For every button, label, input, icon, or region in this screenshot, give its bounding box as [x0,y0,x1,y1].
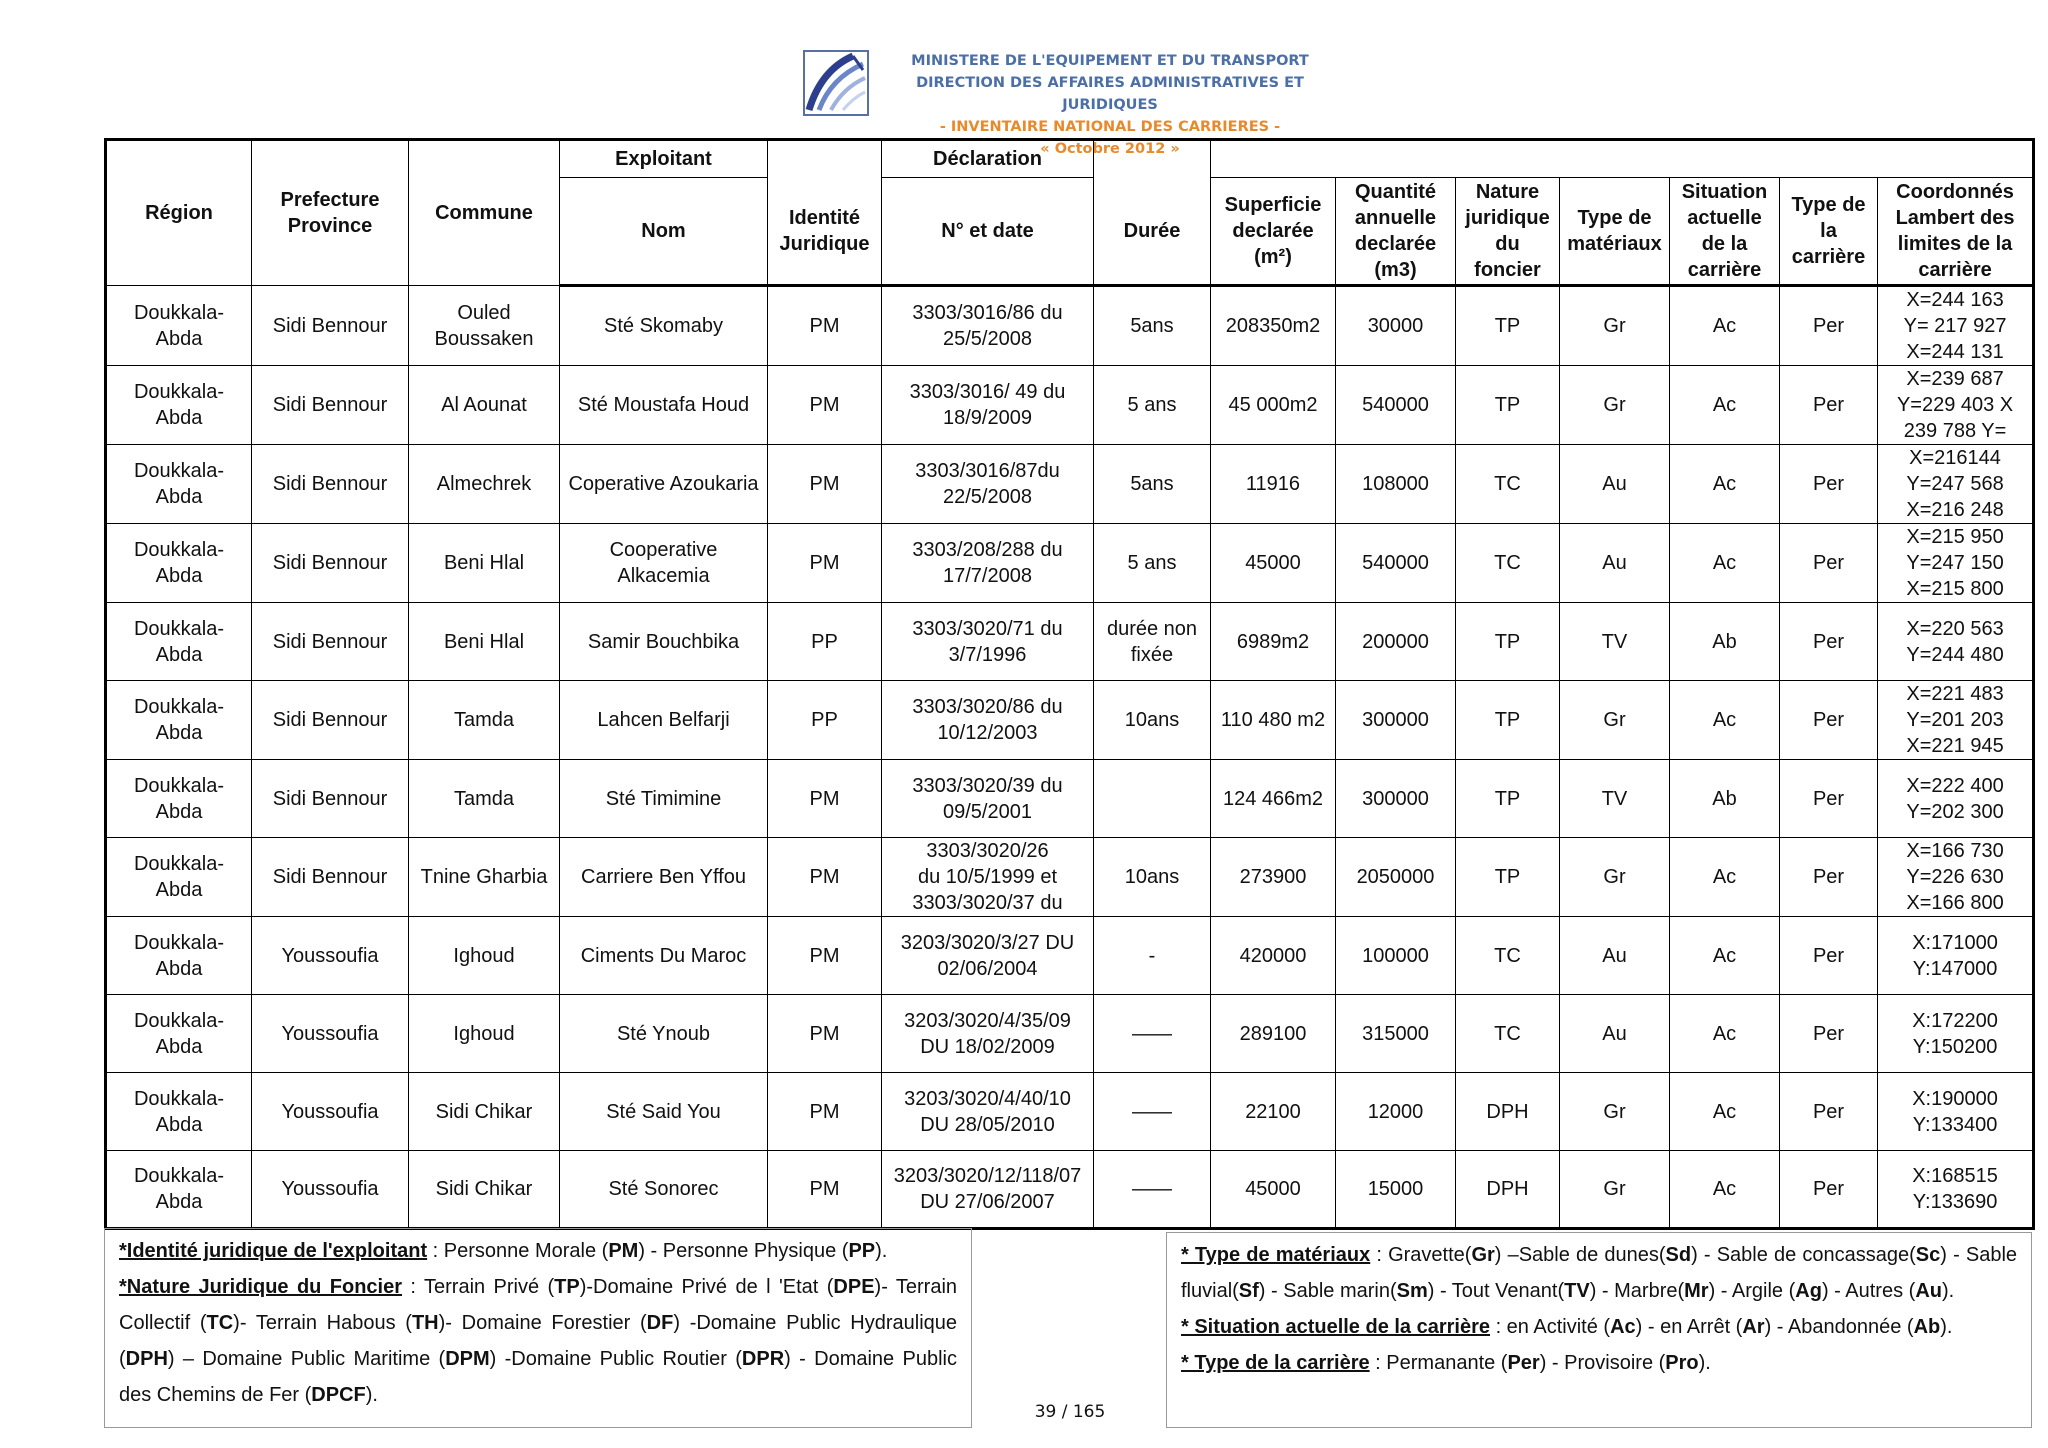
cell-superficie: 289100 [1211,995,1336,1073]
cell-declaration-numero: 3203/3020/12/118/07 DU 27/06/2007 [882,1151,1094,1229]
cell-type-materiaux: Au [1560,917,1670,995]
cell-commune: Beni Hlal [409,524,560,603]
cell-region: Doukkala- Abda [106,1151,252,1229]
cell-coordonnees: X=220 563 Y=244 480 [1878,603,2034,681]
table-row [106,681,2034,760]
cell-declaration-numero: 3303/208/288 du 17/7/2008 [882,524,1094,603]
cell-duree [1094,760,1211,838]
cell-type-carriere: Per [1780,995,1878,1073]
cell-situation: Ac [1670,286,1780,366]
col-header-superficie: Superficie declarée (m²) [1211,178,1336,286]
cell-declaration-numero: 3303/3016/ 49 du 18/9/2009 [882,366,1094,445]
table-row [106,760,2034,838]
cell-identite-juridique: PP [768,681,882,760]
col-header-nom: Nom [560,178,768,286]
cell-identite-juridique: PM [768,1151,882,1229]
cell-type-carriere: Per [1780,1151,1878,1229]
cell-type-carriere: Per [1780,445,1878,524]
table-row [106,524,2034,603]
group-header-spacer-1 [768,140,882,178]
cell-type-materiaux: TV [1560,603,1670,681]
cell-duree: 10ans [1094,838,1211,917]
cell-quantite: 300000 [1336,760,1456,838]
cell-type-carriere: Per [1780,366,1878,445]
cell-region: Doukkala- Abda [106,445,252,524]
cell-coordonnees: X=166 730 Y=226 630 X=166 800 [1878,838,2034,917]
cell-declaration-numero: 3203/3020/4/35/09 DU 18/02/2009 [882,995,1094,1073]
legend-identite: *Identité juridique de l'exploitant : Personne Morale (PM) - Personne Physique (PP). [119,1240,888,1262]
cell-commune: Tnine Gharbia [409,838,560,917]
cell-identite-juridique: PM [768,917,882,995]
cell-declaration-numero: 3303/3020/86 du 10/12/2003 [882,681,1094,760]
cell-superficie: 45000 [1211,524,1336,603]
table-group-header-row [106,140,2034,178]
cell-situation: Ab [1670,603,1780,681]
cell-superficie: 22100 [1211,1073,1336,1151]
cell-coordonnees: X=244 163 Y= 217 927 X=244 131 [1878,286,2034,366]
cell-type-carriere: Per [1780,286,1878,366]
cell-situation: Ab [1670,760,1780,838]
cell-nature-foncier: TC [1456,445,1560,524]
col-header-commune: Commune [409,140,560,286]
cell-superficie: 124 466m2 [1211,760,1336,838]
cell-identite-juridique: PM [768,524,882,603]
cell-exploitant-nom: Coperative Azoukaria [560,445,768,524]
cell-nature-foncier: DPH [1456,1151,1560,1229]
legend-situation: * Situation actuelle de la carrière : en Activité (Ac) - en Arrêt (Ar) - Abandonnée (Ab). [1181,1316,1953,1338]
cell-coordonnees: X=221 483 Y=201 203 X=221 945 [1878,681,2034,760]
cell-identite-juridique: PM [768,366,882,445]
cell-exploitant-nom: Ciments Du Maroc [560,917,768,995]
legend-left [104,1228,972,1428]
cell-declaration-numero: 3303/3016/86 du 25/5/2008 [882,286,1094,366]
ministry-name: MINISTERE DE L'EQUIPEMENT ET DU TRANSPORT [911,53,1309,69]
cell-duree: —— [1094,1151,1211,1229]
cell-type-materiaux: Gr [1560,1073,1670,1151]
cell-region: Doukkala- Abda [106,681,252,760]
cell-exploitant-nom: Sté Timimine [560,760,768,838]
cell-duree: 10ans [1094,681,1211,760]
cell-prefecture: Youssoufia [252,1151,409,1229]
cell-type-carriere: Per [1780,917,1878,995]
cell-superficie: 110 480 m2 [1211,681,1336,760]
cell-duree: 5 ans [1094,524,1211,603]
legend-type-materiaux: * Type de matériaux : Gravette(Gr) –Sable de dunes(Sd) - Sable de concassage(Sc) - Sable fluvial(Sf) - Sable marin(Sm) - Tout Venant(TV) - Marbre(Mr) - Argile (Ag) - Autres (Au). [1181,1244,2018,1302]
cell-region: Doukkala- Abda [106,366,252,445]
col-header-type-carriere: Type de la carrière [1780,178,1878,286]
cell-nature-foncier: DPH [1456,1073,1560,1151]
cell-prefecture: Sidi Bennour [252,760,409,838]
cell-quantite: 108000 [1336,445,1456,524]
cell-duree: 5 ans [1094,366,1211,445]
cell-prefecture: Sidi Bennour [252,286,409,366]
table-row [106,1151,2034,1229]
cell-coordonnees: X=222 400 Y=202 300 [1878,760,2034,838]
cell-type-carriere: Per [1780,681,1878,760]
cell-exploitant-nom: Sté Sonorec [560,1151,768,1229]
cell-quantite: 540000 [1336,366,1456,445]
cell-type-materiaux: Gr [1560,838,1670,917]
cell-nature-foncier: TP [1456,681,1560,760]
cell-declaration-numero: 3203/3020/4/40/10 DU 28/05/2010 [882,1073,1094,1151]
cell-commune: Tamda [409,681,560,760]
page-header [0,46,2048,157]
cell-duree: —— [1094,1073,1211,1151]
col-header-type-materiaux: Type de matériaux [1560,178,1670,286]
legend-right [1166,1232,2032,1428]
cell-exploitant-nom: Samir Bouchbika [560,603,768,681]
cell-region: Doukkala- Abda [106,995,252,1073]
cell-exploitant-nom: Carriere Ben Yffou [560,838,768,917]
cell-quantite: 15000 [1336,1151,1456,1229]
cell-nature-foncier: TP [1456,603,1560,681]
cell-type-materiaux: Gr [1560,366,1670,445]
table-row [106,1073,2034,1151]
cell-region: Doukkala- Abda [106,603,252,681]
cell-quantite: 540000 [1336,524,1456,603]
cell-coordonnees: X=216144 Y=247 568 X=216 248 [1878,445,2034,524]
cell-situation: Ac [1670,366,1780,445]
cell-prefecture: Sidi Bennour [252,366,409,445]
col-header-duree: Durée [1094,178,1211,286]
col-header-situation: Situation actuelle de la carrière [1670,178,1780,286]
cell-quantite: 300000 [1336,681,1456,760]
cell-commune: Ighoud [409,917,560,995]
cell-identite-juridique: PM [768,995,882,1073]
cell-superficie: 45 000m2 [1211,366,1336,445]
cell-coordonnees: X:172200 Y:150200 [1878,995,2034,1073]
cell-exploitant-nom: Cooperative Alkacemia [560,524,768,603]
cell-commune: Ouled Boussaken [409,286,560,366]
ministry-logo-icon [803,50,869,116]
cell-prefecture: Youssoufia [252,1073,409,1151]
cell-type-carriere: Per [1780,760,1878,838]
cell-prefecture: Sidi Bennour [252,445,409,524]
cell-prefecture: Youssoufia [252,995,409,1073]
cell-identite-juridique: PP [768,603,882,681]
inventory-date: « Octobre 2012 » [1040,141,1180,157]
cell-quantite: 315000 [1336,995,1456,1073]
cell-superficie: 208350m2 [1211,286,1336,366]
col-header-quantite: Quantité annuelle declarée (m3) [1336,178,1456,286]
cell-quantite: 200000 [1336,603,1456,681]
cell-prefecture: Sidi Bennour [252,603,409,681]
cell-nature-foncier: TC [1456,524,1560,603]
cell-superficie: 273900 [1211,838,1336,917]
cell-commune: Almechrek [409,445,560,524]
cell-type-materiaux: Au [1560,524,1670,603]
col-header-numero: N° et date [882,178,1094,286]
cell-declaration-numero: 3303/3020/39 du 09/5/2001 [882,760,1094,838]
inventory-title: - INVENTAIRE NATIONAL DES CARRIERES - [939,119,1281,135]
cell-situation: Ac [1670,1151,1780,1229]
cell-commune: Al Aounat [409,366,560,445]
cell-duree: durée non fixée [1094,603,1211,681]
cell-quantite: 30000 [1336,286,1456,366]
cell-coordonnees: X:171000 Y:147000 [1878,917,2034,995]
cell-prefecture: Youssoufia [252,917,409,995]
cell-situation: Ac [1670,838,1780,917]
cell-situation: Ac [1670,445,1780,524]
cell-declaration-numero: 3203/3020/3/27 DU 02/06/2004 [882,917,1094,995]
col-header-region: Région [106,140,252,286]
cell-type-carriere: Per [1780,524,1878,603]
legend-nature: *Nature Juridique du Foncier : Terrain Privé (TP)-Domaine Privé de l 'Etat (DPE)- Terrain Collectif (TC)- Terrain Habous (TH)- Domaine Forestier (DF) -Domaine Public Hydraulique (DPH) – Domaine Public Maritime (DPM) -Domaine Public Routier (DPR) - Domaine Public des Chemins de Fer (DPCF). [119,1276,958,1406]
cell-identite-juridique: PM [768,445,882,524]
cell-superficie: 6989m2 [1211,603,1336,681]
cell-type-materiaux: Gr [1560,681,1670,760]
cell-nature-foncier: TP [1456,366,1560,445]
table-body [106,286,2034,1229]
cell-coordonnees: X:168515 Y:133690 [1878,1151,2034,1229]
cell-quantite: 2050000 [1336,838,1456,917]
cell-commune: Beni Hlal [409,603,560,681]
cell-situation: Ac [1670,995,1780,1073]
table-row [106,917,2034,995]
cell-situation: Ac [1670,917,1780,995]
cell-declaration-numero: 3303/3020/26 du 10/5/1999 et 3303/3020/37 du [882,838,1094,917]
cell-region: Doukkala- Abda [106,838,252,917]
direction-name: DIRECTION DES AFFAIRES ADMINISTRATIVES ET JURIDIQUES [916,75,1304,113]
cell-region: Doukkala- Abda [106,286,252,366]
group-header-spacer-3 [1211,140,2034,178]
table-row [106,603,2034,681]
cell-nature-foncier: TP [1456,286,1560,366]
cell-type-carriere: Per [1780,838,1878,917]
quarry-inventory-table [104,138,2035,1230]
cell-type-materiaux: Gr [1560,1151,1670,1229]
cell-exploitant-nom: Sté Ynoub [560,995,768,1073]
cell-exploitant-nom: Sté Skomaby [560,286,768,366]
col-header-coordonnees: Coordonnés Lambert des limites de la carrière [1878,178,2034,286]
cell-nature-foncier: TC [1456,917,1560,995]
cell-commune: Ighoud [409,995,560,1073]
cell-situation: Ac [1670,681,1780,760]
cell-quantite: 12000 [1336,1073,1456,1151]
cell-identite-juridique: PM [768,838,882,917]
cell-duree: —— [1094,995,1211,1073]
group-header-exploitant: Exploitant [560,140,768,178]
col-header-identite: Identité Juridique [768,178,882,286]
cell-quantite: 100000 [1336,917,1456,995]
cell-declaration-numero: 3303/3016/87du 22/5/2008 [882,445,1094,524]
cell-superficie: 11916 [1211,445,1336,524]
table-row [106,995,2034,1073]
group-header-declaration: Déclaration [882,140,1094,178]
cell-region: Doukkala- Abda [106,1073,252,1151]
cell-coordonnees: X=215 950 Y=247 150 X=215 800 [1878,524,2034,603]
cell-commune: Tamda [409,760,560,838]
cell-type-carriere: Per [1780,603,1878,681]
cell-superficie: 420000 [1211,917,1336,995]
cell-identite-juridique: PM [768,1073,882,1151]
cell-nature-foncier: TP [1456,838,1560,917]
cell-type-materiaux: Au [1560,995,1670,1073]
cell-nature-foncier: TP [1456,760,1560,838]
cell-coordonnees: X=239 687 Y=229 403 X 239 788 Y= [1878,366,2034,445]
page-number: 39 / 165 [1034,1402,1106,1422]
cell-exploitant-nom: Sté Moustafa Houd [560,366,768,445]
cell-duree: 5ans [1094,286,1211,366]
cell-situation: Ac [1670,524,1780,603]
cell-exploitant-nom: Sté Said You [560,1073,768,1151]
cell-region: Doukkala- Abda [106,760,252,838]
cell-commune: Sidi Chikar [409,1151,560,1229]
cell-prefecture: Sidi Bennour [252,681,409,760]
cell-coordonnees: X:190000 Y:133400 [1878,1073,2034,1151]
cell-duree: - [1094,917,1211,995]
legend-type-carriere: * Type de la carrière : Permanante (Per) - Provisoire (Pro). [1181,1352,1711,1374]
group-header-spacer-2 [1094,140,1211,178]
cell-type-materiaux: Au [1560,445,1670,524]
table-row [106,366,2034,445]
cell-exploitant-nom: Lahcen Belfarji [560,681,768,760]
cell-duree: 5ans [1094,445,1211,524]
cell-prefecture: Sidi Bennour [252,838,409,917]
cell-identite-juridique: PM [768,286,882,366]
cell-commune: Sidi Chikar [409,1073,560,1151]
cell-nature-foncier: TC [1456,995,1560,1073]
cell-type-materiaux: Gr [1560,286,1670,366]
cell-prefecture: Sidi Bennour [252,524,409,603]
cell-region: Doukkala- Abda [106,917,252,995]
cell-identite-juridique: PM [768,760,882,838]
col-header-prefecture: Prefecture Province [252,140,409,286]
cell-superficie: 45000 [1211,1151,1336,1229]
cell-declaration-numero: 3303/3020/71 du 3/7/1996 [882,603,1094,681]
table-row [106,286,2034,366]
cell-situation: Ac [1670,1073,1780,1151]
cell-type-materiaux: TV [1560,760,1670,838]
cell-type-carriere: Per [1780,1073,1878,1151]
col-header-nature: Nature juridique du foncier [1456,178,1560,286]
table-row [106,838,2034,917]
cell-region: Doukkala- Abda [106,524,252,603]
table-row [106,445,2034,524]
